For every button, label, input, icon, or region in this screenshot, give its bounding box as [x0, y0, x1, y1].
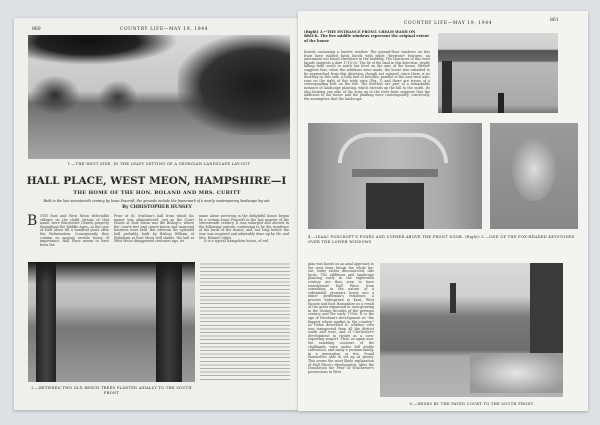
running-header: COUNTRY LIFE—MAY 19, 1944 [403, 21, 493, 26]
byline: By CHRISTOPHER HUSSEY [122, 205, 192, 210]
caption: 6.—IRISES BY THE PAVED COURT TO THE SOUTH FRONT [409, 402, 534, 406]
body-column: It is a typical Hampshire house, of red [204, 239, 269, 243]
caption [308, 235, 578, 245]
caption: (Right) 3.—THE ENTRANCE FRONT. CREAM WASH ON BRICK. The five middle windows represent the original extent of the house [304, 30, 429, 43]
running-header: COUNTRY LIFE—MAY 19, 1944 [119, 27, 209, 32]
body-column: OTH East and West Meon delectable villages on the chalk stream of that name, were Winchester Church property throughout the Middle Ages—in the case of East Meon till a hundred years after the Reformation. Consequently they contain no ancient secular house of importance. Hall Place seems to have been the [40, 214, 109, 247]
body-text-lines [200, 262, 290, 380]
caption: 2.—BETWEEN TWO OLD BEECH TREES PLANTED AXIALLY TO THE SOUTH FRONT [31, 386, 192, 395]
article-title: HALL PLACE, WEST MEON, HAMPSHIRE—I [26, 175, 287, 187]
left-page [14, 18, 299, 410]
body-column: plan was based on an axial approach to the west front brings the whole lay-out, today rather disconnected, into focus. The additions and landscape planting early in the eighteenth century are thus seen to have transformed Hall Place from something in the nature of a substantial yeoman's house into a minor gentleman's residence, a process widespread in Kent, West Sussex and East Hampshire as a result of the great expansion in corn-growing in the closing decades of the previous century and the early 1700s. It is the age of Farnham's development as "the biggest wheat market in the country," as Defoe described it, whither corn was transported from all the district south and west; and of Chichester's development in rivalry as a corn-exporting seaport. Then, as again now, the rambling contours of the chalklands were under full arable cultivation, and many a yeoman family, in a generation or two, found themselves able to set up as gentry. This seems the most likely explanation of Hall Place's development. After the Dissolution the Prior of Winchester's possessions in West [308, 262, 374, 374]
caption: 1.—THE WEST SIDE, IN THE LEAFY SETTING OF A GEORGIAN LANDSCAPE LAY-OUT [67, 162, 251, 166]
body-column: name alone surviving in the delightful house begun by a certain Isaac Foxcroft in the last quarter of the seventeenth century. It was enlarged and altered in the following century, continuing to be the residence of the lords of the manor, and, not long before the war, was acquired and admirably done up by Mr. and Mrs. Roland Cubitt. [199, 214, 289, 240]
body-column: boards containing a lunette window. The ground-floor windows on this front have rubbed brick lintels with triple "keystone" features, an adornment not found elsewhere in the building. The character of this west façade suggests a date 1710-20. The lie of the land in this direction, gently falling from south to north but level on the axis of the house, further suggests that, when the additions were made, the house was intended to be approached from this direction, though not entered, since there is no doorway on this side. A lofty belt of beeches, parallel to the east-west axis, runs on the right of this wide vista (Fig. 1) and there are traces of a corresponding belt on the left. The beeches are part of a remarkable instance of landscape planting, which extends up the hill to the south. Its also forming one side of the vista up to the west front suggests that the additions to the house and the planting were contemporary; conversely, the assumption that the landscape [304, 50, 430, 101]
photo-fox-keystone [490, 123, 578, 229]
right-page [298, 11, 588, 411]
page-number: 861 [550, 18, 559, 23]
drop-cap: B [27, 213, 38, 229]
standfirst: Built in the late seventeenth century by Isaac Foxcroft, the grounds include the framework of a nearly contemporary landscape lay-out [43, 199, 270, 203]
photo-beech-trees [28, 262, 195, 382]
photo-west-side [28, 35, 290, 159]
photo-front-door-cypher [308, 123, 482, 229]
caption-4: 4.—ISAAC FOXCROFT'S FOXES AND CYPHER ABOVE THE FRONT DOOR. [308, 235, 464, 239]
article-subtitle: THE HOME OF THE HON. ROLAND AND MRS. CUBITT [73, 190, 241, 196]
photo-entrance-front [438, 33, 558, 113]
photo-south-front-irises [380, 263, 563, 397]
caption-5: (Right) 5.—ONE OF THE FOX-HEADED KEYSTONES OVER THE LOWER WINDOWS [308, 235, 575, 244]
page-number: 860 [32, 27, 41, 32]
body-column: Prior of St. Swithun's hall from which his manor was administered, just as the Court House at East Meon was the Bishop's, where the courts-leet and courts-baron and manorial business were held. But whereas the splendid hall probably built by Bishop William of Wykeham at East Meon still stands, the hall at West Meon disappeared centuries ago, its [114, 214, 194, 244]
